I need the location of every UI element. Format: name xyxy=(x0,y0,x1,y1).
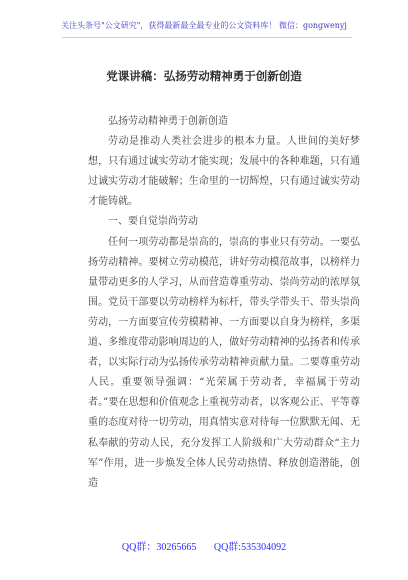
document-title: 党课讲稿：弘扬劳动精神勇于创新创造 xyxy=(106,69,302,83)
paragraph-intro: 劳动是推动人类社会进步的根本力量。人世间的美好梦想，只有通过诚实劳动才能实现；发展中的各种难题，只有通过诚实劳动才能破解；生命里的一切辉煌，只有通过诚实劳动才能铸就。 xyxy=(88,136,360,208)
header-divider xyxy=(62,37,352,38)
paragraph-heading: 弘扬劳动精神勇于创新创造 xyxy=(108,116,228,127)
paragraph-body: 任何一项劳动都是崇高的，崇高的事业只有劳动。一要弘扬劳动精神。要树立劳动模范，讲好劳动模范故事，以榜样力量带动更多的人学习，从而营造尊重劳动、崇尚劳动的浓厚氛围。党员干部要以劳动榜样为标杆，带头学带头干、带头崇尚劳动，一方面要宣传劳模精神、一方面要以自身为榜样，多渠道、多维度带动影响周边的人，做好劳动精神的弘扬者和传承者，以实际行动为弘扬传承劳动精神贡献力量。二要尊重劳动人民。重要领导强调：“光荣属于劳动者，幸福属于劳动者。”要在思想和价值观念上重视劳动者，以客观公正、平等尊重的态度对待一切劳动，用真情实意对待每一位默默无闻、无私奉献的劳动人民，充分发挥工人阶级和广大劳动群众“主力军”作用，进一步焕发全体人民劳动热情、释放创造潜能，创造 xyxy=(88,236,360,489)
section-heading: 一、要自觉崇尚劳动 xyxy=(108,216,198,228)
document-body xyxy=(88,112,360,494)
header-banner: 关注头条号"公文研究"，获得最新最全最专业的公文资料库！ 微信：gongwenyj xyxy=(61,21,347,30)
footer-contacts: QQ群：30265665 QQ群:535304092 xyxy=(121,542,287,553)
